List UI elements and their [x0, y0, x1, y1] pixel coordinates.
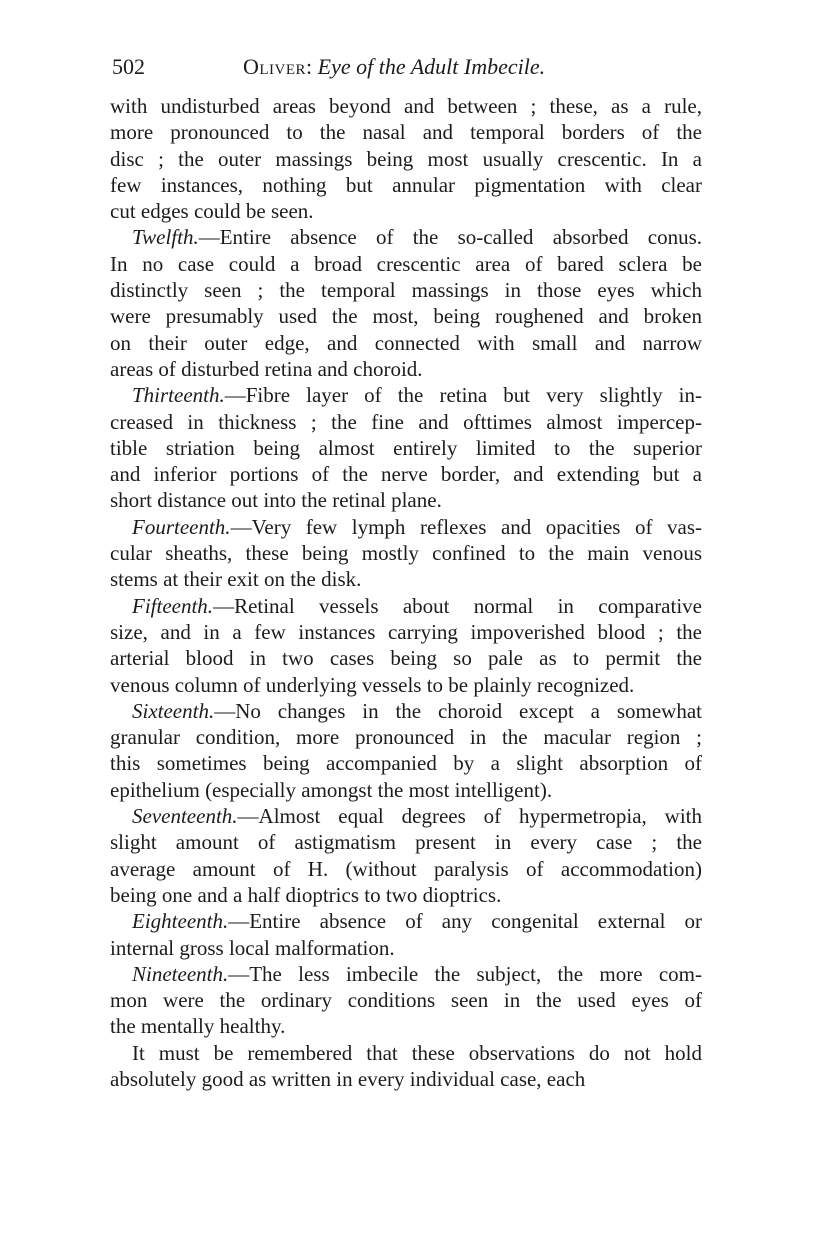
line-text: —Entire absence of any congenital external or [228, 909, 702, 934]
text-line [110, 224, 702, 250]
section-lead: Sixteenth. [132, 698, 215, 723]
section-lead: Nineteenth. [132, 961, 229, 986]
text-line [110, 803, 702, 829]
text-line [110, 566, 702, 592]
running-title [243, 54, 545, 80]
text-line [110, 593, 702, 619]
text-line [110, 198, 702, 224]
page-number: 502 [112, 54, 145, 79]
text-line [110, 908, 702, 934]
text-line [110, 277, 702, 303]
line-text: slight amount of astigmatism present in every case ; the [110, 830, 702, 855]
text-line [110, 93, 702, 119]
text-line [110, 172, 702, 198]
text-line [110, 777, 702, 803]
line-text: —Almost equal degrees of hypermetropia, with [237, 804, 702, 829]
line-text: average amount of H. (without paralysis of accommodation) [110, 856, 702, 881]
line-text: with undisturbed areas beyond and between ; these, as a rule, [110, 94, 702, 118]
line-text: on their outer edge, and connected with small and narrow [110, 330, 702, 355]
text-line [110, 146, 702, 172]
text-line [110, 672, 702, 698]
line-text: short distance out into the retinal plane. [110, 488, 442, 513]
line-text: It must be remembered that these observations do not hold [132, 1040, 702, 1065]
line-text: and inferior portions of the nerve border, and extending but a [110, 462, 702, 487]
line-text: —Fibre layer of the retina but very slightly in- [224, 383, 702, 408]
line-text: venous column of underlying vessels to be plainly recognized. [110, 672, 635, 697]
line-text: arterial blood in two cases being so pale as to permit the [110, 646, 702, 671]
section-lead: Seventeenth. [132, 804, 238, 829]
text-line [110, 856, 702, 882]
text-line [110, 461, 702, 487]
section-lead: Eighteenth. [132, 909, 229, 934]
running-header [112, 54, 704, 84]
text-line [110, 251, 702, 277]
line-text: were presumably used the most, being roughened and broken [110, 304, 702, 329]
text-line [110, 330, 702, 356]
text-line [110, 540, 702, 566]
section-lead: Fifteenth. [132, 593, 214, 618]
line-text: distinctly seen ; the temporal massings in those eyes which [110, 278, 702, 303]
line-text: tible striation being almost entirely limited to the superior [110, 435, 702, 460]
line-text: —The less imbecile the subject, the more com- [228, 961, 702, 986]
line-text: mon were the ordinary conditions seen in the used eyes of [110, 988, 702, 1013]
line-text: granular condition, more pronounced in the macular region ; [110, 725, 702, 750]
line-text: —Retinal vessels about normal in comparative [213, 593, 702, 618]
text-line [110, 698, 702, 724]
body-text [110, 93, 702, 1092]
section-lead: Twelfth. [132, 225, 199, 250]
text-line [110, 750, 702, 776]
section-lead: Fourteenth. [132, 514, 231, 539]
line-text: cut edges could be seen. [110, 199, 314, 224]
title-separator: : [306, 54, 318, 79]
line-text: —No changes in the choroid except a somewhat [214, 698, 702, 723]
text-line [110, 119, 702, 145]
article-title: Eye of the Adult Imbecile. [317, 54, 546, 79]
text-line [110, 645, 702, 671]
text-line [110, 829, 702, 855]
text-line [110, 1040, 702, 1066]
line-text: —Entire absence of the so-called absorbed conus. [198, 225, 702, 250]
line-text: more pronounced to the nasal and temporal borders of the [110, 120, 702, 145]
text-line [110, 987, 702, 1013]
line-text: internal gross local malformation. [110, 935, 395, 960]
text-line [110, 514, 702, 540]
text-line [110, 1013, 702, 1039]
line-text: this sometimes being accompanied by a slight absorption of [110, 751, 702, 776]
line-text: —Very few lymph reflexes and opacities of vas- [230, 514, 702, 539]
text-line [110, 487, 702, 513]
section-lead: Thirteenth. [132, 383, 225, 408]
line-text: being one and a half dioptrics to two dioptrics. [110, 882, 502, 907]
line-text: In no case could a broad crescentic area of bared sclera be [110, 251, 702, 276]
text-line [110, 435, 702, 461]
line-text: creased in thickness ; the fine and ofttimes almost impercep- [110, 409, 702, 434]
text-line [110, 935, 702, 961]
line-text: epithelium (especially amongst the most intelligent). [110, 777, 553, 802]
text-line [110, 356, 702, 382]
text-line [110, 382, 702, 408]
line-text: the mentally healthy. [110, 1014, 286, 1039]
line-text: stems at their exit on the disk. [110, 567, 362, 592]
line-text: cular sheaths, these being mostly confined to the main venous [110, 541, 702, 566]
text-line [110, 724, 702, 750]
author-name: Oliver [243, 54, 307, 79]
text-line [110, 1066, 702, 1092]
line-text: disc ; the outer massings being most usually crescentic. In a [110, 146, 702, 171]
text-line [110, 409, 702, 435]
text-line [110, 961, 702, 987]
text-line [110, 303, 702, 329]
text-line [110, 882, 702, 908]
line-text: size, and in a few instances carrying impoverished blood ; the [110, 619, 702, 644]
line-text: few instances, nothing but annular pigmentation with clear [110, 172, 702, 197]
text-line [110, 619, 702, 645]
line-text: absolutely good as written in every individual case, each [110, 1066, 586, 1091]
line-text: areas of disturbed retina and choroid. [110, 356, 423, 381]
